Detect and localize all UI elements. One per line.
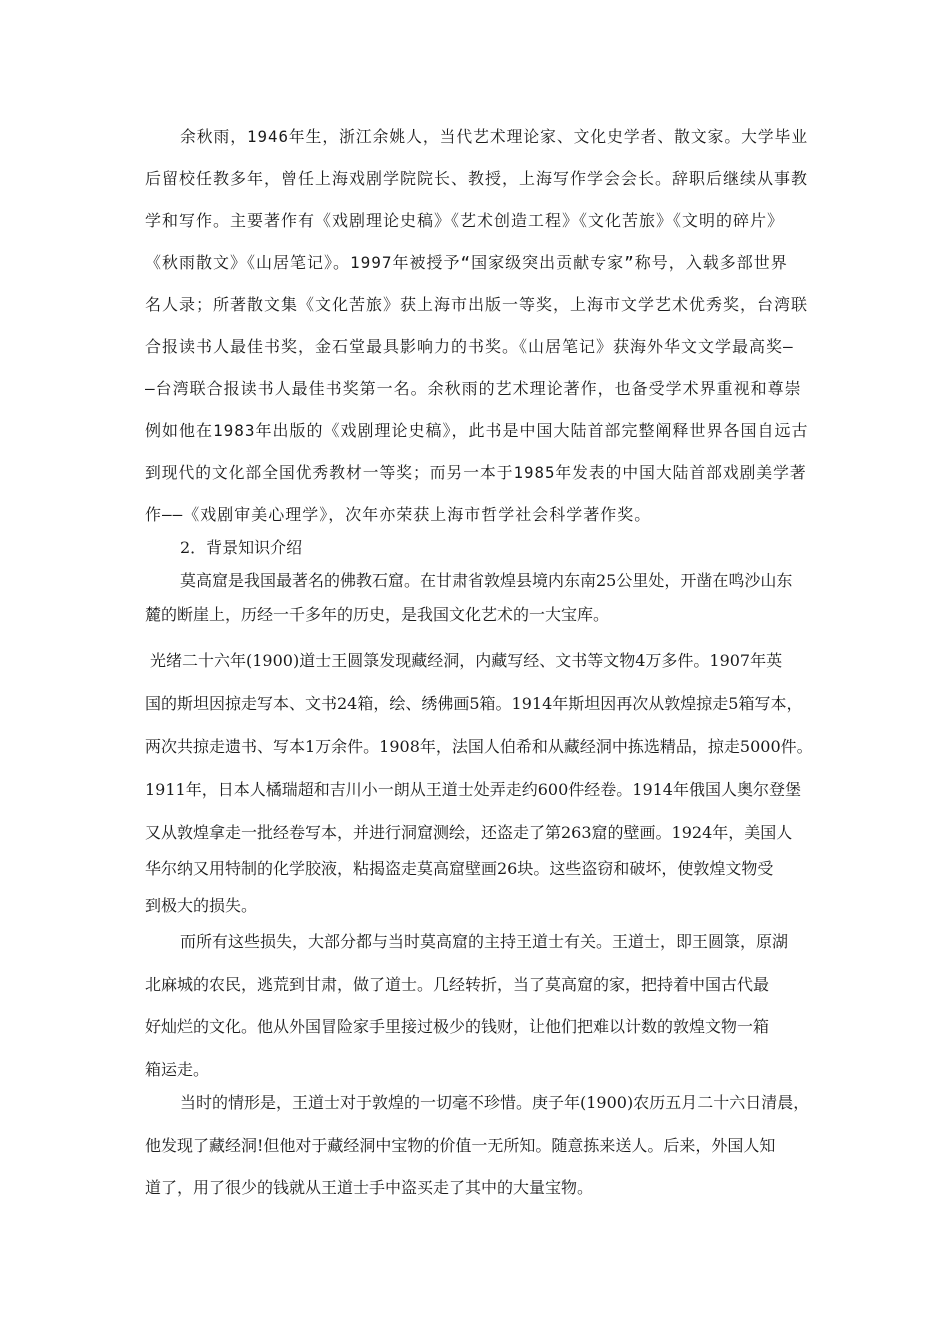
bio-line-2: 后留校任教多年，曾任上海戏剧学院院长、教授，上海写作学会会长。辞职后继续从事教: [145, 169, 809, 188]
history-line-5: 又从敦煌拿走一批经卷写本，并进行洞窟测绘，还盗走了第263窟的壁画。1924年，美国人: [145, 823, 793, 842]
history-line-6: 华尔纳又用特制的化学胶液，粘揭盗走莫高窟壁画26块。这些盗窃和破坏，使敦煌文物受: [145, 859, 774, 878]
bio-line-4: 《秋雨散文》《山居笔记》。1997年被授予“国家级突出贡献专家”称号，入载多部世界: [145, 253, 788, 272]
bio-line-1: 余秋雨，1946年生，浙江余姚人，当代艺术理论家、文化史学者、散文家。大学毕业: [180, 127, 809, 146]
history-line-2: 国的斯坦因掠走写本、文书24箱，绘、绣佛画5箱。1914年斯坦因再次从敦煌掠走5箱写本，: [145, 694, 803, 713]
bio-line-6: 合报读书人最佳书奖，金石堂最具影响力的书奖。《山居笔记》获海外华文文学最高奖—: [145, 337, 794, 356]
bio-line-5: 名人录；所著散文集《文化苦旅》获上海市出版一等奖，上海市文学艺术优秀奖，台湾联: [145, 295, 809, 314]
mogao-line-2: 麓的断崖上，历经一千多年的历史，是我国文化艺术的一大宝库。: [145, 605, 610, 624]
section-heading: 2．背景知识介绍: [180, 538, 303, 557]
situation-line-1: 当时的情形是，王道士对于敦煌的一切毫不珍惜。庚子年(1900)农历五月二十六日清晨，: [180, 1093, 810, 1112]
bio-line-7: —台湾联合报读书人最佳书奖第一名。余秋雨的艺术理论著作，也备受学术界重视和尊崇: [145, 379, 802, 398]
wang-line-3: 好灿烂的文化。他从外国冒险家手里接过极少的钱财，让他们把难以计数的敦煌文物一箱: [145, 1017, 770, 1036]
bio-line-8: 例如他在1983年出版的《戏剧理论史稿》，此书是中国大陆首部完整阐释世界各国自远古: [145, 421, 809, 440]
history-line-4: 1911年，日本人橘瑞超和吉川小一朗从王道士处弄走约600件经卷。1914年俄国人奥尔登堡: [145, 780, 801, 799]
situation-line-2: 他发现了藏经洞!但他对于藏经洞中宝物的价值一无所知。随意拣来送人。后来，外国人知: [145, 1136, 776, 1155]
wang-line-2: 北麻城的农民，逃荒到甘肃，做了道士。几经转折，当了莫高窟的家，把持着中国古代最: [145, 975, 770, 994]
bio-line-3: 学和写作。主要著作有《戏剧理论史稿》《艺术创造工程》《文化苦旅》《文明的碎片》: [145, 211, 785, 230]
bio-line-10: 作——《戏剧审美心理学》，次年亦荣获上海市哲学社会科学著作奖。: [145, 505, 652, 524]
history-line-1: 光绪二十六年(1900)道士王圆箓发现藏经洞，内藏写经、文书等文物4万多件。1907年英: [150, 651, 783, 670]
mogao-line-1: 莫高窟是我国最著名的佛教石窟。在甘肃省敦煌县境内东南25公里处，开凿在鸣沙山东: [180, 571, 793, 590]
wang-line-1: 而所有这些损失，大部分都与当时莫高窟的主持王道士有关。王道士，即王圆箓，原湖: [180, 932, 789, 951]
history-line-3: 两次共掠走遗书、写本1万余件。1908年，法国人伯希和从藏经洞中拣选精品，掠走5000件。: [145, 737, 813, 756]
history-line-7: 到极大的损失。: [145, 896, 258, 915]
wang-line-4: 箱运走。: [145, 1060, 210, 1079]
bio-line-9: 到现代的文化部全国优秀教材一等奖；而另一本于1985年发表的中国大陆首部戏剧美学著: [145, 463, 807, 482]
situation-line-3: 道了，用了很少的钱就从王道士手中盗买走了其中的大量宝物。: [145, 1178, 594, 1197]
